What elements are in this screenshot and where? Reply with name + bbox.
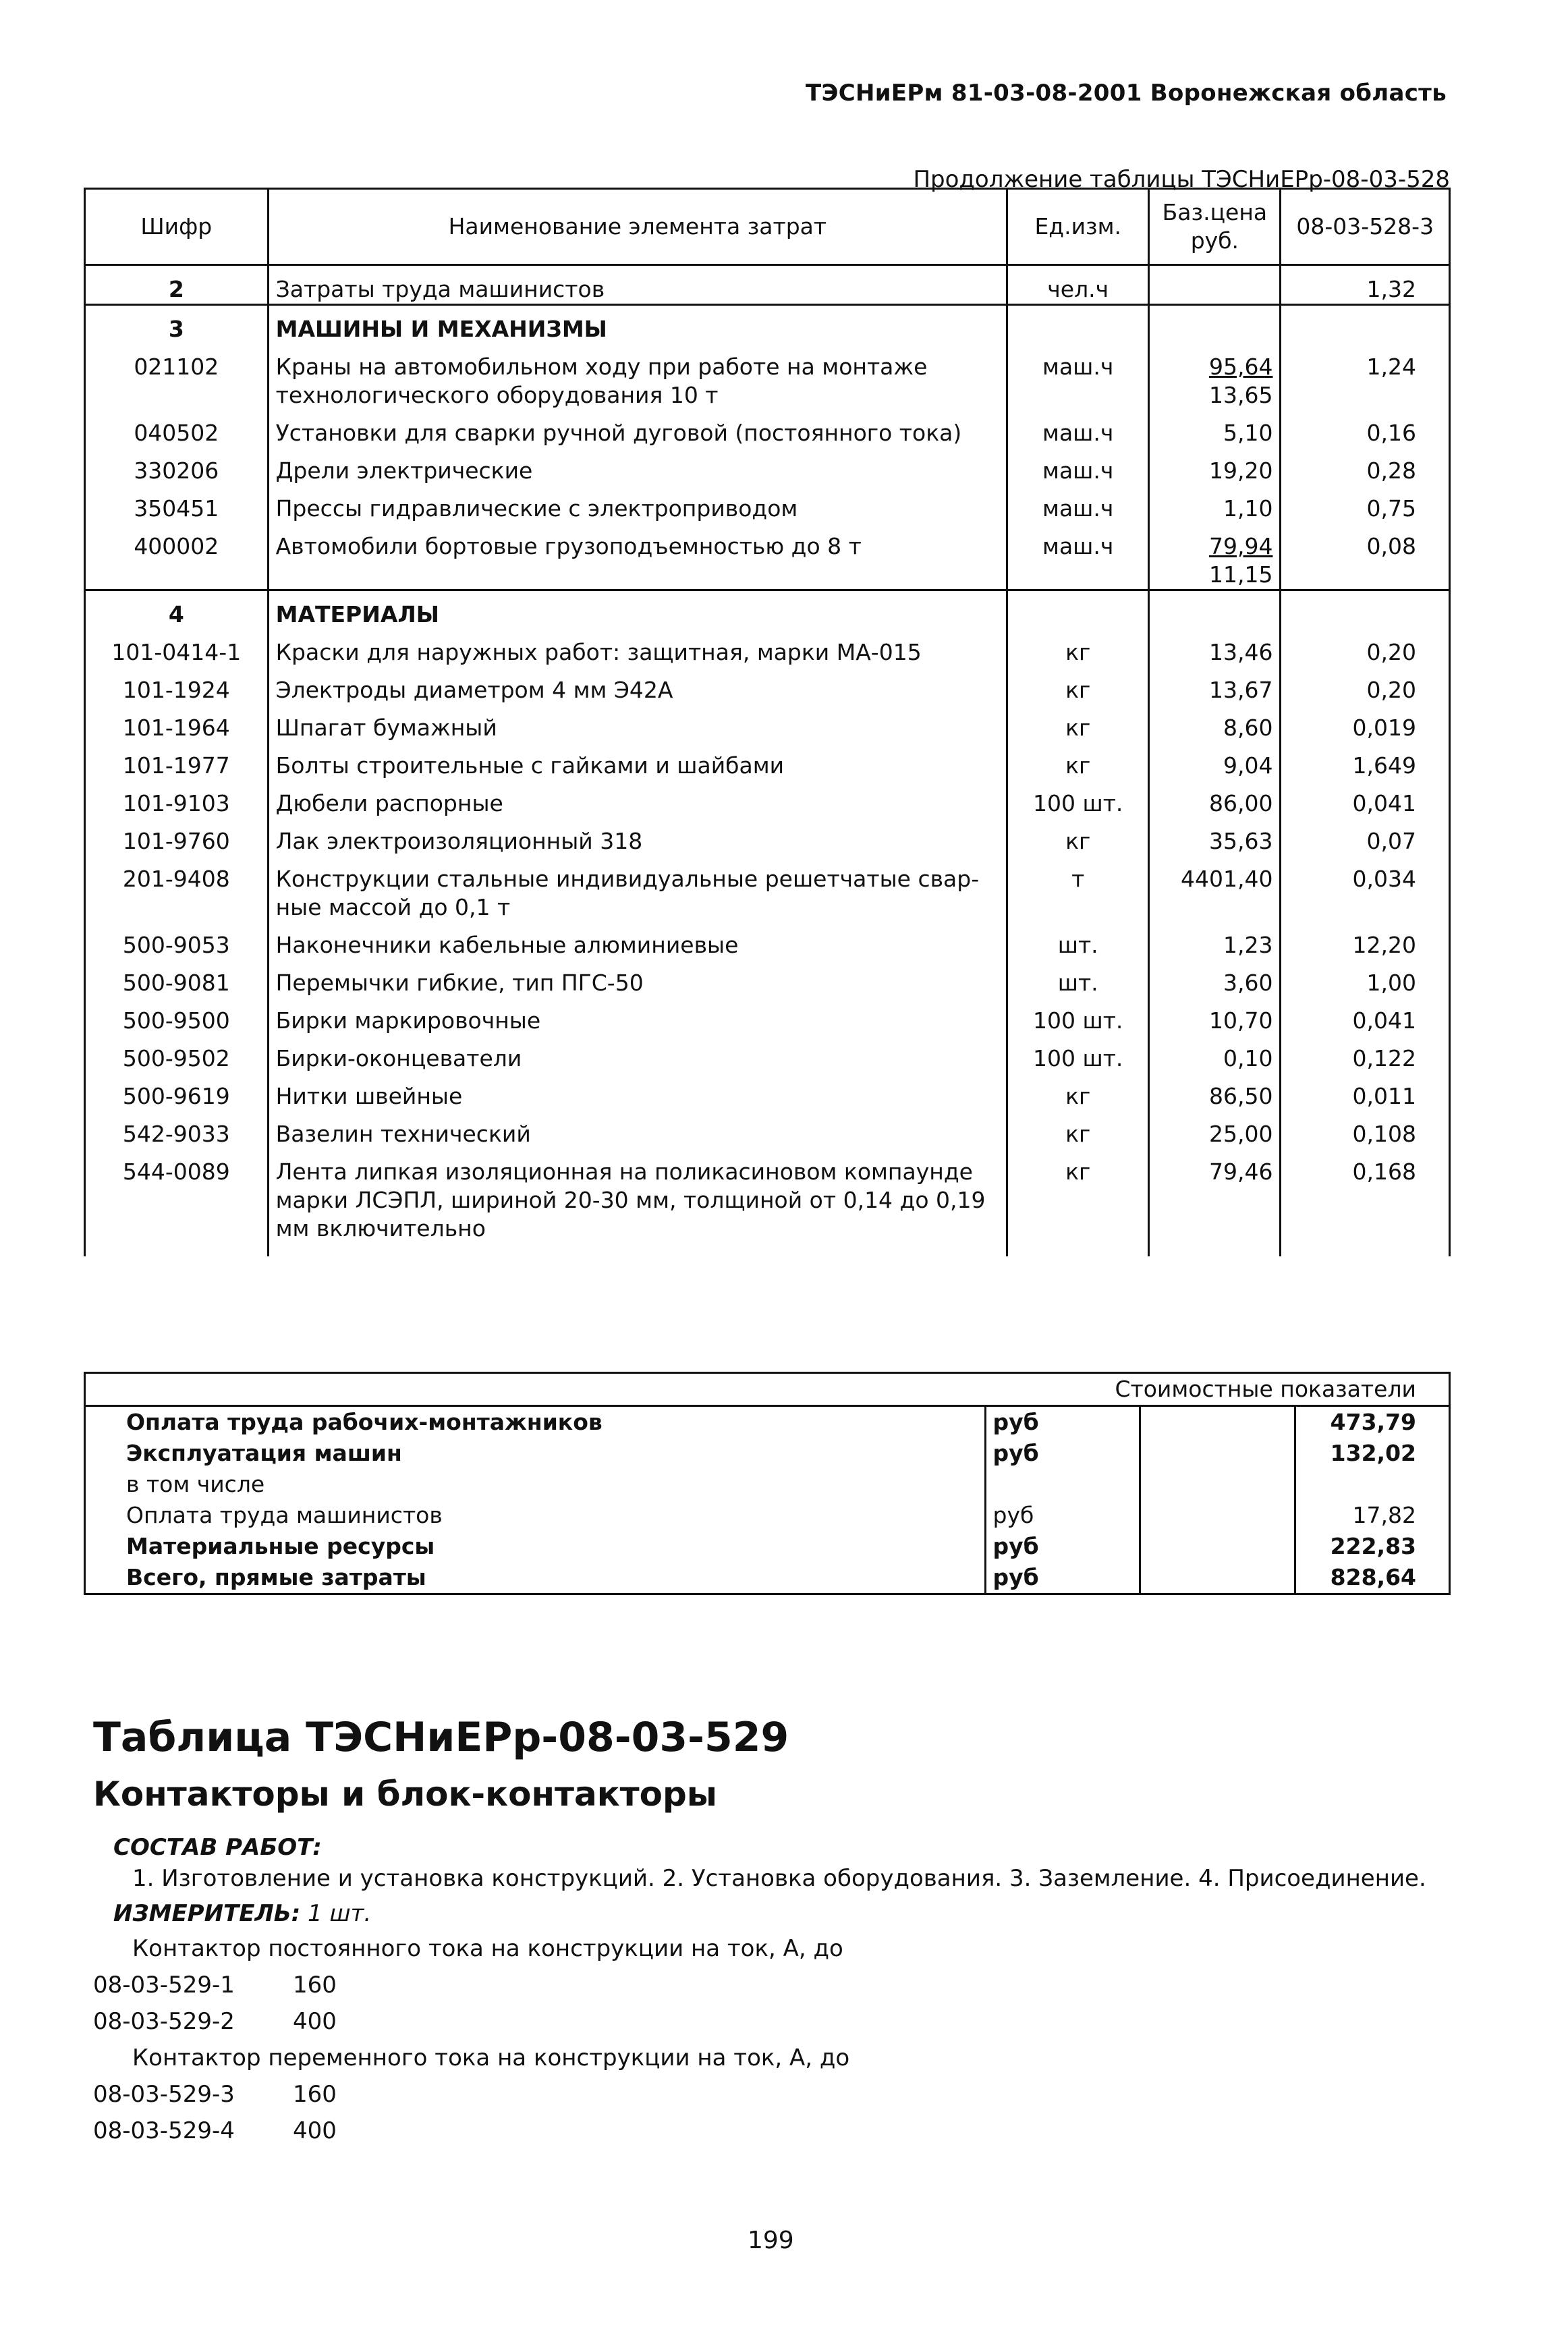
table-row (85, 742, 1450, 780)
row-unit (1007, 590, 1149, 630)
row-value: 0,75 (1281, 485, 1450, 523)
row-code: 021102 (85, 343, 269, 410)
row-price-main: 4401,40 (1181, 866, 1273, 892)
col-price-header: Баз.цена руб. (1149, 189, 1281, 265)
table-row (85, 1111, 1450, 1148)
row-code: 4 (85, 590, 269, 630)
page-number: 199 (748, 2227, 794, 2254)
ac-text: Контактор переменного тока на конструкции на ток, А, до (132, 2044, 850, 2071)
row-name: Нитки швейные (268, 1073, 1007, 1111)
row-unit: кг (1007, 667, 1149, 704)
row-unit: кг (1007, 1111, 1149, 1148)
row-value: 0,041 (1281, 780, 1450, 818)
summary-row (85, 1438, 1450, 1469)
row-price-main: 3,60 (1223, 970, 1273, 996)
row-code: 330206 (85, 447, 269, 485)
row-value: 12,20 (1281, 922, 1450, 959)
dc-text: Контактор постоянного тока на конструкции на ток, А, до (132, 1935, 843, 1962)
row-name: Дюбели распорные (268, 780, 1007, 818)
page-header: ТЭСНиЕРм 81-03-08-2001 Воронежская область (806, 80, 1447, 107)
summary-value: 473,79 (1295, 1406, 1450, 1439)
table-row (85, 410, 1450, 447)
row-code: 544-0089 (85, 1148, 269, 1243)
row-price (1149, 265, 1281, 305)
row-name: Автомобили бортовые грузоподъемностью до 8 т (268, 523, 1007, 590)
row-value (1281, 305, 1450, 344)
row-name: Установки для сварки ручной дуговой (постоянного тока) (268, 410, 1007, 447)
row-price-main: 9,04 (1223, 752, 1273, 779)
row-code: 040502 (85, 410, 269, 447)
summary-empty (1140, 1562, 1295, 1594)
row-name: Вазелин технический (268, 1111, 1007, 1148)
row-name: Лента липкая изоляционная на поликасиновом компаунде марки ЛСЭПЛ, шириной 20-30 мм, толщиной от 0,14 до 0,19 мм включительно (268, 1148, 1007, 1243)
summary-unit: руб (985, 1438, 1140, 1469)
row-price (1149, 959, 1281, 997)
table-row (85, 1148, 1450, 1243)
table-row (85, 629, 1450, 667)
row-unit: маш.ч (1007, 447, 1149, 485)
summary-label: Всего, прямые затраты (85, 1562, 986, 1594)
table-row (85, 1035, 1450, 1073)
row-value: 0,019 (1281, 704, 1450, 742)
row-value: 1,00 (1281, 959, 1450, 997)
row-price-main: 25,00 (1209, 1121, 1273, 1147)
summary-row (85, 1406, 1450, 1439)
row-code: 500-9500 (85, 997, 269, 1035)
summary-label: Материальные ресурсы (85, 1531, 986, 1562)
row-price (1149, 590, 1281, 630)
row-price (1149, 1111, 1281, 1148)
row-price (1149, 1148, 1281, 1243)
table-row (85, 818, 1450, 856)
summary-value: 828,64 (1295, 1562, 1450, 1594)
summary-unit: руб (985, 1500, 1140, 1531)
work-label: СОСТАВ РАБОТ: (113, 1834, 322, 1861)
row-name: Бирки маркировочные (268, 997, 1007, 1035)
row-price (1149, 742, 1281, 780)
row-unit: маш.ч (1007, 485, 1149, 523)
row-unit: кг (1007, 704, 1149, 742)
row-price (1149, 1035, 1281, 1073)
row-value: 1,24 (1281, 343, 1450, 410)
row-value: 0,08 (1281, 523, 1450, 590)
row-unit: кг (1007, 1148, 1149, 1243)
row-value: 0,108 (1281, 1111, 1450, 1148)
row-value: 0,041 (1281, 997, 1450, 1035)
row-unit: кг (1007, 629, 1149, 667)
row-unit: чел.ч (1007, 265, 1149, 305)
table-subtitle: Контакторы и блок-контакторы (93, 1775, 717, 1814)
dc-item-2: 08-03-529-2 400 (93, 2008, 337, 2035)
table-row (85, 523, 1450, 590)
summary-value (1295, 1469, 1450, 1500)
row-price-main: 86,50 (1209, 1083, 1273, 1109)
col-value-header: 08-03-528-3 (1281, 189, 1450, 265)
row-price-main: 0,10 (1223, 1045, 1273, 1071)
table-row (85, 305, 1450, 344)
row-price (1149, 997, 1281, 1035)
row-price-main: 13,46 (1209, 639, 1273, 665)
row-price (1149, 922, 1281, 959)
row-value: 1,649 (1281, 742, 1450, 780)
summary-unit (985, 1469, 1140, 1500)
table-row (85, 667, 1450, 704)
table-spacer-row (85, 1243, 1450, 1256)
summary-row (85, 1500, 1450, 1531)
row-price (1149, 343, 1281, 410)
row-value: 0,122 (1281, 1035, 1450, 1073)
table-row (85, 959, 1450, 997)
meter-label: ИЗМЕРИТЕЛЬ: (113, 1900, 301, 1927)
row-price-main: 13,67 (1209, 677, 1273, 703)
table-row (85, 704, 1450, 742)
summary-value: 17,82 (1295, 1500, 1450, 1531)
row-code: 2 (85, 265, 269, 305)
row-price-main: 1,10 (1223, 495, 1273, 522)
row-price (1149, 629, 1281, 667)
row-price-main: 5,10 (1223, 420, 1273, 446)
summary-label: в том числе (85, 1469, 986, 1500)
row-code: 101-9103 (85, 780, 269, 818)
row-name: Болты строительные с гайками и шайбами (268, 742, 1007, 780)
row-name: Краны на автомобильном ходу при работе на монтаже технологического оборудования 10 т (268, 343, 1007, 410)
row-code: 101-1924 (85, 667, 269, 704)
summary-label: Оплата труда рабочих-монтажников (85, 1406, 986, 1439)
row-price (1149, 410, 1281, 447)
summary-table (84, 1372, 1451, 1595)
col-name-header: Наименование элемента затрат (268, 189, 1007, 265)
summary-unit: руб (985, 1406, 1140, 1439)
row-value (1281, 590, 1450, 630)
row-price (1149, 856, 1281, 922)
row-value: 0,168 (1281, 1148, 1450, 1243)
row-price (1149, 667, 1281, 704)
summary-row (85, 1531, 1450, 1562)
meter-line (113, 1900, 371, 1927)
row-name: МАТЕРИАЛЫ (268, 590, 1007, 630)
cost-table (84, 188, 1451, 1256)
table-header-row (85, 189, 1450, 265)
row-unit: шт. (1007, 959, 1149, 997)
dc-item-1: 08-03-529-1 160 (93, 1972, 337, 1999)
summary-title: Стоимостные показатели (985, 1373, 1450, 1406)
row-price (1149, 485, 1281, 523)
row-code: 542-9033 (85, 1111, 269, 1148)
row-unit: 100 шт. (1007, 997, 1149, 1035)
row-name: Затраты труда машинистов (268, 265, 1007, 305)
row-name: Перемычки гибкие, тип ПГС-50 (268, 959, 1007, 997)
row-price-main: 79,46 (1209, 1159, 1273, 1185)
row-value: 0,20 (1281, 629, 1450, 667)
row-price (1149, 704, 1281, 742)
row-name: Краски для наружных работ: защитная, марки МА-015 (268, 629, 1007, 667)
table-row (85, 856, 1450, 922)
row-name: Прессы гидравлические с электроприводом (268, 485, 1007, 523)
row-price-main: 95,64 (1209, 354, 1273, 380)
row-name: Лак электроизоляционный 318 (268, 818, 1007, 856)
row-value: 1,32 (1281, 265, 1450, 305)
summary-unit: руб (985, 1562, 1140, 1594)
row-price (1149, 818, 1281, 856)
row-name: Наконечники кабельные алюминиевые (268, 922, 1007, 959)
row-code: 101-0414-1 (85, 629, 269, 667)
row-price-main: 10,70 (1209, 1007, 1273, 1034)
summary-empty (1140, 1531, 1295, 1562)
row-code: 101-1964 (85, 704, 269, 742)
row-unit: шт. (1007, 922, 1149, 959)
row-code: 500-9619 (85, 1073, 269, 1111)
row-unit: 100 шт. (1007, 1035, 1149, 1073)
work-text: 1. Изготовление и установка конструкций. 2. Установка оборудования. 3. Заземление. 4. Присоединение. (132, 1865, 1426, 1892)
table-row (85, 590, 1450, 630)
summary-empty (1140, 1469, 1295, 1500)
row-name: Электроды диаметром 4 мм Э42А (268, 667, 1007, 704)
row-price (1149, 523, 1281, 590)
summary-title-row (85, 1373, 1450, 1406)
row-code: 101-9760 (85, 818, 269, 856)
row-name: МАШИНЫ И МЕХАНИЗМЫ (268, 305, 1007, 344)
row-code: 201-9408 (85, 856, 269, 922)
row-unit: кг (1007, 818, 1149, 856)
table-row (85, 1073, 1450, 1111)
table-row (85, 265, 1450, 305)
summary-label: Оплата труда машинистов (85, 1500, 986, 1531)
ac-item-2: 08-03-529-4 400 (93, 2117, 337, 2144)
ac-item-1: 08-03-529-3 160 (93, 2081, 337, 2108)
row-unit: маш.ч (1007, 523, 1149, 590)
row-value: 0,011 (1281, 1073, 1450, 1111)
table-row (85, 485, 1450, 523)
row-code: 101-1977 (85, 742, 269, 780)
row-unit: маш.ч (1007, 343, 1149, 410)
row-value: 0,16 (1281, 410, 1450, 447)
table-title: Таблица ТЭСНиЕРр-08-03-529 (93, 1714, 789, 1761)
row-price-main: 35,63 (1209, 828, 1273, 854)
row-unit: т (1007, 856, 1149, 922)
table-row (85, 343, 1450, 410)
row-value: 0,20 (1281, 667, 1450, 704)
row-price-main: 1,23 (1223, 932, 1273, 958)
row-code: 400002 (85, 523, 269, 590)
summary-label: Эксплуатация машин (85, 1438, 986, 1469)
col-unit-header: Ед.изм. (1007, 189, 1149, 265)
table-row (85, 780, 1450, 818)
row-code: 500-9081 (85, 959, 269, 997)
row-price-extra: 11,15 (1209, 561, 1273, 588)
row-price (1149, 780, 1281, 818)
row-price-main: 19,20 (1209, 457, 1273, 484)
row-price (1149, 1073, 1281, 1111)
row-value: 0,28 (1281, 447, 1450, 485)
row-value: 0,07 (1281, 818, 1450, 856)
row-name: Дрели электрические (268, 447, 1007, 485)
summary-value: 132,02 (1295, 1438, 1450, 1469)
row-code: 500-9053 (85, 922, 269, 959)
summary-empty (1140, 1500, 1295, 1531)
row-name: Шпагат бумажный (268, 704, 1007, 742)
row-unit (1007, 305, 1149, 344)
row-price (1149, 305, 1281, 344)
row-price-main: 79,94 (1209, 533, 1273, 559)
row-name: Конструкции стальные индивидуальные решетчатые свар-ные массой до 0,1 т (268, 856, 1007, 922)
continuation-note: Продолжение таблицы ТЭСНиЕРр-08-03-528 (913, 166, 1450, 193)
table-row (85, 922, 1450, 959)
summary-row (85, 1469, 1450, 1500)
row-price-extra: 13,65 (1209, 382, 1273, 408)
summary-empty (1140, 1438, 1295, 1469)
row-unit: кг (1007, 742, 1149, 780)
row-code: 500-9502 (85, 1035, 269, 1073)
row-name: Бирки-оконцеватели (268, 1035, 1007, 1073)
row-unit: 100 шт. (1007, 780, 1149, 818)
row-code: 350451 (85, 485, 269, 523)
summary-row (85, 1562, 1450, 1594)
row-code: 3 (85, 305, 269, 344)
row-price-main: 86,00 (1209, 790, 1273, 816)
row-unit: маш.ч (1007, 410, 1149, 447)
row-price-main: 8,60 (1223, 715, 1273, 741)
table-row (85, 997, 1450, 1035)
col-code-header: Шифр (85, 189, 269, 265)
row-price (1149, 447, 1281, 485)
summary-value: 222,83 (1295, 1531, 1450, 1562)
table-row (85, 447, 1450, 485)
summary-empty (1140, 1406, 1295, 1439)
row-value: 0,034 (1281, 856, 1450, 922)
summary-unit: руб (985, 1531, 1140, 1562)
meter-value: 1 шт. (308, 1900, 372, 1927)
row-unit: кг (1007, 1073, 1149, 1111)
